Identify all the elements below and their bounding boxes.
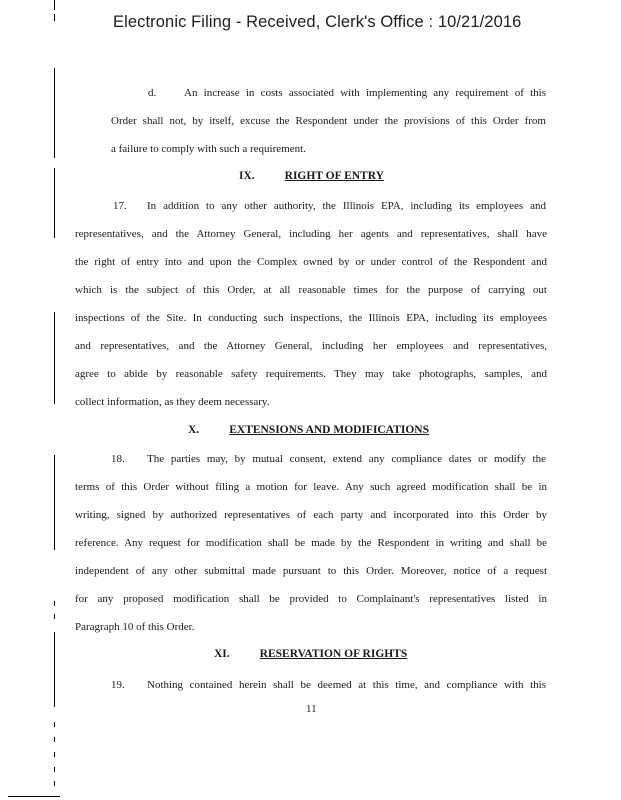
page-number: 11 [306, 703, 317, 715]
section-number: XI. [214, 648, 230, 660]
para-17-line: and representatives, and the Attorney General, including her employees and representatives, [75, 340, 547, 352]
margin-dash [54, 767, 55, 772]
para-17-line: In addition to any other authority, the Illinois EPA, including its employees and [147, 200, 546, 212]
para-18-line: writing, signed by authorized representatives of each party and incorporated into this Order by [75, 509, 547, 521]
section-title: EXTENSIONS AND MODIFICATIONS [229, 424, 429, 436]
section-heading-xi [214, 648, 407, 660]
margin-dash [54, 737, 55, 742]
filing-stamp: Electronic Filing - Received, Clerk's Office : 10/21/2016 [113, 13, 522, 31]
para-d-line: a failure to comply with such a requirement. [111, 143, 306, 155]
margin-rule [8, 796, 60, 797]
para-17-label: 17. [113, 200, 127, 212]
section-number: IX. [239, 170, 255, 182]
margin-dash [54, 601, 55, 606]
para-18-line: Paragraph 10 of this Order. [75, 621, 195, 633]
para-d-line: Order shall not, by itself, excuse the Respondent under the provisions of this Order from [111, 115, 546, 127]
para-17-line: representatives, and the Attorney General, including her agents and representatives, shall have [75, 228, 547, 240]
margin-mark [54, 312, 55, 404]
para-18-label: 18. [111, 453, 125, 465]
margin-mark [54, 455, 55, 550]
para-d-label: d. [148, 87, 157, 99]
para-17-line: inspections of the Site. In conducting such inspections, the Illinois EPA, including its employees [75, 312, 547, 324]
margin-mark [54, 168, 55, 238]
para-18-line: independent of any other submittal made pursuant to this Order. Moreover, notice of a request [75, 565, 547, 577]
para-17-line: which is the subject of this Order, at all reasonable times for the purpose of carrying out [75, 284, 547, 296]
para-18-line: reference. Any request for modification shall be made by the Respondent in writing and shall be [75, 537, 547, 549]
para-18-line: The parties may, by mutual consent, extend any compliance dates or modify the [147, 453, 546, 465]
para-17-line: the right of entry into and upon the Complex owned by or under control of the Respondent and [75, 256, 547, 268]
section-title: RESERVATION OF RIGHTS [259, 648, 408, 660]
margin-dash [54, 752, 55, 757]
para-19-line: Nothing contained herein shall be deemed at this time, and compliance with this [147, 679, 546, 691]
margin-dash [54, 614, 55, 619]
para-17-line: agree to abide by reasonable safety requirements. They may take photographs, samples, and [75, 368, 547, 380]
section-heading-ix [239, 170, 384, 182]
section-title: RIGHT OF ENTRY [284, 170, 384, 182]
para-17-line: collect information, as they deem necessary. [75, 396, 270, 408]
para-18-line: for any proposed modification shall be provided to Complainant's representatives listed in [75, 593, 547, 605]
para-d-line: An increase in costs associated with implementing any requirement of this [184, 87, 546, 99]
section-heading-x [188, 424, 429, 436]
margin-mark [54, 14, 55, 21]
margin-mark [54, 0, 55, 10]
margin-dash [54, 781, 55, 786]
para-19-label: 19. [111, 679, 125, 691]
para-18-line: terms of this Order without filing a motion for leave. Any such agreed modification shall be in [75, 481, 547, 493]
margin-dash [54, 722, 55, 727]
margin-mark [54, 632, 55, 707]
section-number: X. [188, 424, 200, 436]
margin-mark [54, 68, 55, 158]
